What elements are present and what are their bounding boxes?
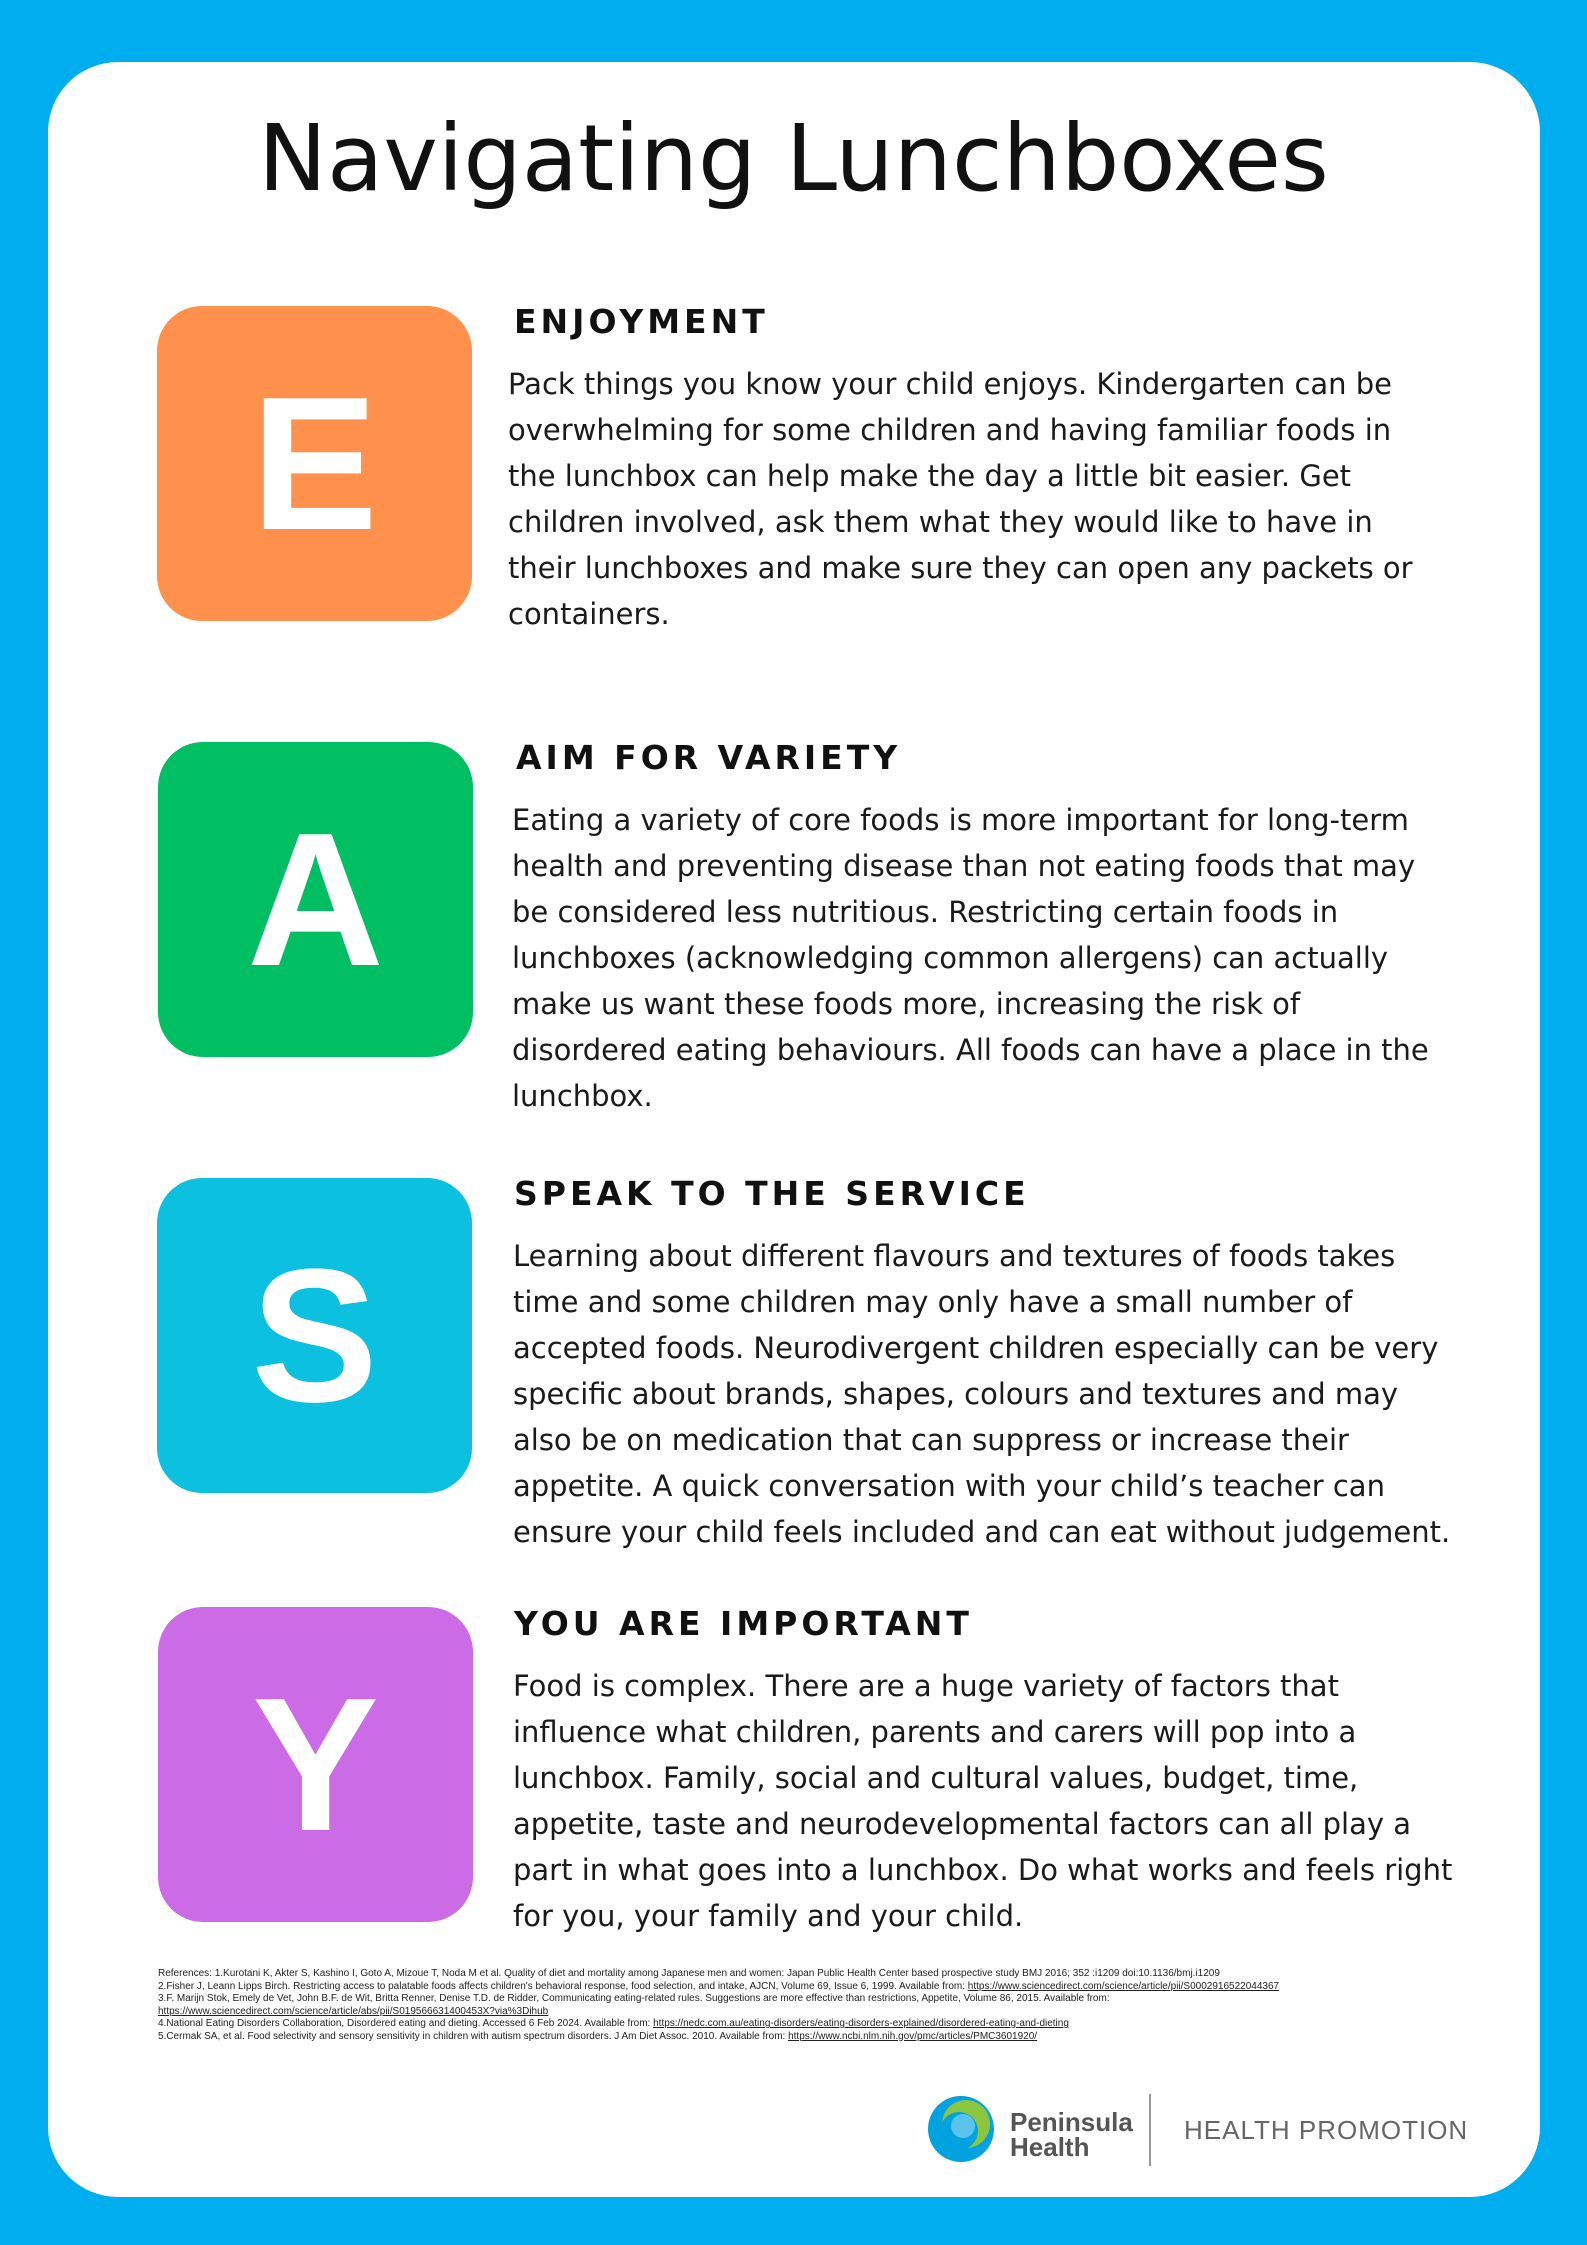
- letter-tile-s: S: [157, 1178, 472, 1493]
- reference-3: 3.F. Marijn Stok, Emely de Vet, John B.F. de Wit, Britta Renner, Denise T.D. de Ridder, Communicating eating-related rules. Suggestions are more effective than restrictions, Appetite, Volume 86, 2015. Available from: https://www.sciencedirect.com/science/article/abs/pii/S019566631400453X?via%3Dihub: [158, 1993, 1110, 2017]
- letter-tile-a: A: [158, 742, 473, 1057]
- section-text-speak-to-the-service: Learning about different flavours and textures of foods takes time and some children may only have a small number of accepted foods. Neurodivergent children especially can be very specific about brands, shapes, colours and textures and may also be on medication that can suppress or increase their appetite. A quick conversation with your child’s teacher can ensure your child feels included and can eat without judgement.: [513, 1239, 1451, 1549]
- page-title: Navigating Lunchboxes: [258, 105, 1329, 212]
- reference-5: 5.Cermak SA, et al. Food selectivity and sensory sensitivity in children with autism spectrum disorders. J Am Diet Assoc. 2010. Available from: https://www.ncbi.nlm.nih.gov/pmc/articles/PMC3601920/: [158, 2030, 1038, 2042]
- logo-divider: [1149, 2094, 1151, 2166]
- references: [158, 1968, 1478, 2043]
- reference-3-link[interactable]: https://www.sciencedirect.com/science/article/abs/pii/S019566631400453X?via%3Dihub: [158, 2005, 549, 2017]
- reference-2-link[interactable]: https://www.sciencedirect.com/science/article/pii/S0002916522044367: [967, 1980, 1280, 1992]
- reference-2: 2.Fisher J, Leann Lipps Birch. Restricting access to palatable foods affects children's behavioral response, food selection, and intake, AJCN, Volume 69, Issue 6, 1999. Available from: https://www.sciencedirect.com/science/article/pii/S0002916522044367: [158, 1980, 1280, 1992]
- letter-tile-y: Y: [158, 1607, 473, 1922]
- reference-5-link[interactable]: https://www.ncbi.nlm.nih.gov/pmc/articles/PMC3601920/: [788, 2030, 1038, 2042]
- section-heading-aim-for-variety: AIM FOR VARIETY: [516, 738, 902, 777]
- department-label: HEALTH PROMOTION: [1184, 2115, 1469, 2145]
- reference-4-link[interactable]: https://nedc.com.au/eating-disorders/eating-disorders-explained/disordered-eating-and-dieting: [653, 2018, 1069, 2029]
- section-text-aim-for-variety: Eating a variety of core foods is more important for long-term health and preventing disease than not eating foods that may be considered less nutritious. Restricting certain foods in lunchboxes (acknowledging common allergens) can actually make us want these foods more, increasing the risk of disordered eating behaviours. All foods can have a place in the lunchbox.: [512, 803, 1429, 1113]
- section-heading-speak-to-the-service: SPEAK TO THE SERVICE: [514, 1174, 1030, 1213]
- section-heading-enjoyment: ENJOYMENT: [514, 302, 769, 341]
- letter-tile-e: E: [157, 306, 472, 621]
- section-text-enjoyment: Pack things you know your child enjoys. Kindergarten can be overwhelming for some children and having familiar foods in the lunchbox can help make the day a little bit easier. Get children involved, ask them what they would like to have in their lunchboxes and make sure they can open any packets or containers.: [508, 367, 1413, 631]
- peninsula-health-logo-icon: [926, 2094, 996, 2164]
- section-text-you-are-important: Food is complex. There are a huge variety of factors that influence what children, parents and carers will pop into a lunchbox. Family, social and cultural values, budget, time, appetite, taste and neurodevelopmental factors can all play a part in what goes into a lunchbox. Do what works and feels right for you, your family and your child.: [513, 1669, 1453, 1933]
- reference-1: References: 1.Kurotani K, Akter S, Kashino I, Goto A, Mizoue T, Noda M et al. Quality of diet and mortality among Japanese men and women: Japan Public Health Center based prospective study BMJ 2016; 352 :i1209 doi:10.1136/bmj.i1209: [158, 1968, 1220, 1979]
- reference-4: 4.National Eating Disorders Collaboration, Disordered eating and dieting. Accessed 6 Feb 2024. Available from: https://nedc.com.au/eating-disorders/eating-disorders-explained/disordered-eating-and-dieting: [158, 2018, 1069, 2029]
- logo-wordmark: Peninsula Health: [1010, 2107, 1133, 2162]
- section-heading-you-are-important: YOU ARE IMPORTANT: [514, 1604, 973, 1643]
